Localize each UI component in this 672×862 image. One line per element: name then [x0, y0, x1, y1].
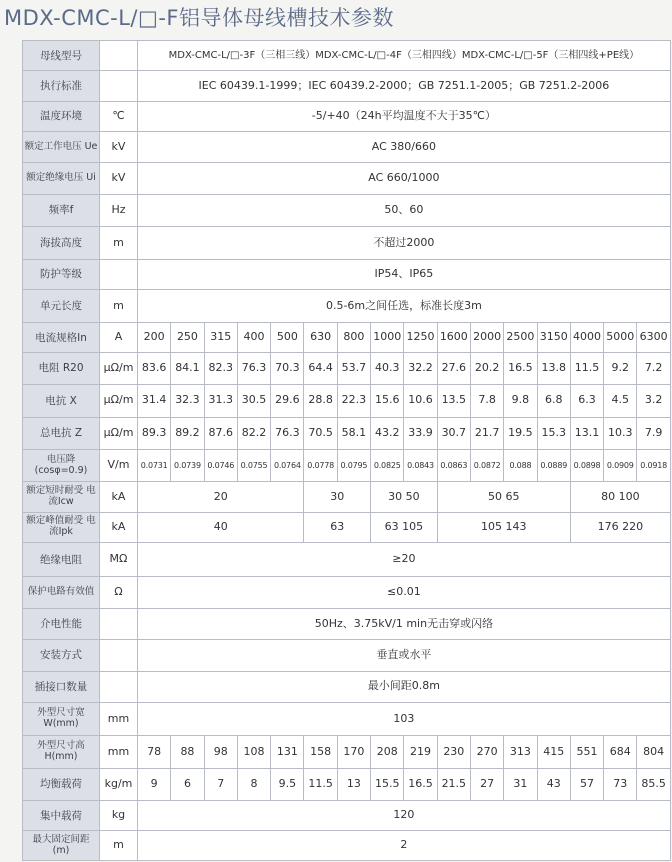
- row-cell: 11.5: [304, 768, 337, 800]
- row-group-cell: 20: [138, 482, 304, 512]
- row-cell: 219: [404, 736, 437, 768]
- spec-row: [23, 323, 671, 352]
- row-label: 电流规格In: [23, 323, 100, 352]
- row-unit: ℃: [100, 101, 138, 131]
- row-cell: 15.6: [371, 385, 404, 417]
- row-unit: Hz: [100, 194, 138, 226]
- spec-row: [23, 101, 671, 131]
- row-unit: [100, 41, 138, 71]
- row-cell: 9.2: [604, 352, 637, 384]
- row-cell: 29.6: [271, 385, 304, 417]
- row-unit: kV: [100, 163, 138, 194]
- row-unit: A: [100, 323, 138, 352]
- row-label: 母线型号: [23, 41, 100, 71]
- row-cell: 3150: [537, 323, 570, 352]
- row-cell: 551: [570, 736, 603, 768]
- spec-row: [23, 41, 671, 71]
- row-cell: 88: [171, 736, 204, 768]
- spec-row: [23, 768, 671, 800]
- row-unit: kg: [100, 801, 138, 831]
- row-cell: 11.5: [570, 352, 603, 384]
- row-cell: 415: [537, 736, 570, 768]
- row-cell: 30.7: [437, 417, 470, 449]
- row-cell: 57: [570, 768, 603, 800]
- row-cell: 0.0795: [337, 449, 370, 481]
- row-value: AC 660/1000: [138, 163, 671, 194]
- row-cell: 53.7: [337, 352, 370, 384]
- row-label: 防护等级: [23, 259, 100, 289]
- row-cell: 13.1: [570, 417, 603, 449]
- row-cell: 82.2: [237, 417, 270, 449]
- row-label: 集中载荷: [23, 801, 100, 831]
- row-cell: 315: [204, 323, 237, 352]
- row-label: 总电抗 Z: [23, 417, 100, 449]
- row-value: 不超过2000: [138, 227, 671, 259]
- spec-row: [23, 577, 671, 608]
- row-cell: 7.8: [470, 385, 503, 417]
- row-cell: 31.4: [138, 385, 171, 417]
- spec-row: [23, 163, 671, 194]
- row-label: 外型尺寸高 H(mm): [23, 736, 100, 768]
- row-cell: 250: [171, 323, 204, 352]
- row-cell: 78: [138, 736, 171, 768]
- row-cell: 8: [237, 768, 270, 800]
- row-cell: 70.3: [271, 352, 304, 384]
- row-cell: 2000: [470, 323, 503, 352]
- row-label: 介电性能: [23, 608, 100, 639]
- row-cell: 0.0739: [171, 449, 204, 481]
- spec-row: [23, 417, 671, 449]
- spec-row: [23, 227, 671, 259]
- row-cell: 800: [337, 323, 370, 352]
- row-cell: 31: [504, 768, 537, 800]
- row-group-cell: 105 143: [437, 512, 570, 542]
- spec-row: [23, 831, 671, 861]
- row-cell: 0.0731: [138, 449, 171, 481]
- row-cell: 0.088: [504, 449, 537, 481]
- row-unit: [100, 71, 138, 101]
- row-cell: 170: [337, 736, 370, 768]
- row-unit: [100, 608, 138, 639]
- row-value: 2: [138, 831, 671, 861]
- row-unit: V/m: [100, 449, 138, 481]
- row-cell: 4.5: [604, 385, 637, 417]
- page-title: MDX-CMC-L/□-F铝导体母线槽技术参数: [4, 6, 395, 30]
- row-cell: 7.2: [637, 352, 670, 384]
- row-cell: 5000: [604, 323, 637, 352]
- row-cell: 89.3: [138, 417, 171, 449]
- spec-row: [23, 702, 671, 735]
- row-cell: 16.5: [504, 352, 537, 384]
- row-cell: 630: [304, 323, 337, 352]
- spec-row: [23, 736, 671, 768]
- row-cell: 0.0764: [271, 449, 304, 481]
- row-cell: 0.0898: [570, 449, 603, 481]
- row-label: 保护电路有效值: [23, 577, 100, 608]
- row-group-cell: 176 220: [570, 512, 670, 542]
- row-cell: 22.3: [337, 385, 370, 417]
- row-cell: 6300: [637, 323, 670, 352]
- row-value: 最小间距0.8m: [138, 671, 671, 702]
- row-cell: 804: [637, 736, 670, 768]
- row-cell: 1000: [371, 323, 404, 352]
- row-cell: 31.3: [204, 385, 237, 417]
- spec-row: [23, 543, 671, 577]
- row-group-cell: 63 105: [371, 512, 438, 542]
- row-cell: 0.0755: [237, 449, 270, 481]
- row-cell: 21.7: [470, 417, 503, 449]
- row-cell: 4000: [570, 323, 603, 352]
- row-unit: kV: [100, 132, 138, 163]
- row-label: 绝缘电阻: [23, 543, 100, 577]
- row-cell: 87.6: [204, 417, 237, 449]
- row-value: AC 380/660: [138, 132, 671, 163]
- row-unit: kA: [100, 512, 138, 542]
- row-cell: 500: [271, 323, 304, 352]
- row-unit: MΩ: [100, 543, 138, 577]
- row-unit: [100, 259, 138, 289]
- row-label: 插接口数量: [23, 671, 100, 702]
- row-cell: 1600: [437, 323, 470, 352]
- row-label: 外型尺寸宽 W(mm): [23, 702, 100, 735]
- row-unit: mm: [100, 736, 138, 768]
- row-label: 安装方式: [23, 640, 100, 671]
- row-group-cell: 50 65: [437, 482, 570, 512]
- row-cell: 82.3: [204, 352, 237, 384]
- row-label: 频率f: [23, 194, 100, 226]
- row-cell: 13.5: [437, 385, 470, 417]
- spec-row: [23, 449, 671, 481]
- row-unit: m: [100, 831, 138, 861]
- row-cell: 76.3: [237, 352, 270, 384]
- row-unit: μΩ/m: [100, 352, 138, 384]
- row-cell: 76.3: [271, 417, 304, 449]
- row-cell: 0.0825: [371, 449, 404, 481]
- row-cell: 9.5: [271, 768, 304, 800]
- row-cell: 84.1: [171, 352, 204, 384]
- row-value: 50Hz、3.75kV/1 min无击穿或闪络: [138, 608, 671, 639]
- row-cell: 32.3: [171, 385, 204, 417]
- row-cell: 0.0843: [404, 449, 437, 481]
- row-unit: m: [100, 227, 138, 259]
- row-cell: 32.2: [404, 352, 437, 384]
- row-label: 额定峰值耐受 电流Ipk: [23, 512, 100, 542]
- row-cell: 208: [371, 736, 404, 768]
- row-unit: kA: [100, 482, 138, 512]
- row-cell: 98: [204, 736, 237, 768]
- row-group-cell: 63: [304, 512, 371, 542]
- row-unit: [100, 640, 138, 671]
- row-group-cell: 30 50: [371, 482, 438, 512]
- row-cell: 3.2: [637, 385, 670, 417]
- row-cell: 43.2: [371, 417, 404, 449]
- row-cell: 0.0889: [537, 449, 570, 481]
- row-group-cell: 80 100: [570, 482, 670, 512]
- row-cell: 13.8: [537, 352, 570, 384]
- row-cell: 20.2: [470, 352, 503, 384]
- row-unit: [100, 671, 138, 702]
- row-cell: 73: [604, 768, 637, 800]
- spec-row: [23, 71, 671, 101]
- row-cell: 0.0778: [304, 449, 337, 481]
- row-cell: 89.2: [171, 417, 204, 449]
- row-label: 海拔高度: [23, 227, 100, 259]
- row-cell: 16.5: [404, 768, 437, 800]
- row-cell: 1250: [404, 323, 437, 352]
- row-label: 额定短时耐受 电流Icw: [23, 482, 100, 512]
- row-value: 50、60: [138, 194, 671, 226]
- spec-row: [23, 289, 671, 322]
- row-unit: kg/m: [100, 768, 138, 800]
- row-cell: 6.3: [570, 385, 603, 417]
- row-cell: 684: [604, 736, 637, 768]
- row-cell: 6.8: [537, 385, 570, 417]
- row-cell: 6: [171, 768, 204, 800]
- row-cell: 0.0863: [437, 449, 470, 481]
- spec-row: [23, 385, 671, 417]
- row-label: 电压降 (cosφ=0.9): [23, 449, 100, 481]
- row-value: 103: [138, 702, 671, 735]
- row-cell: 0.0872: [470, 449, 503, 481]
- row-cell: 131: [271, 736, 304, 768]
- row-label: 额定工作电压 Ue: [23, 132, 100, 163]
- spec-row: [23, 132, 671, 163]
- row-cell: 10.3: [604, 417, 637, 449]
- row-value: MDX-CMC-L/□-3F（三相三线）MDX-CMC-L/□-4F（三相四线）MDX-CMC-L/□-5F（三相四线+PE线）: [138, 41, 671, 71]
- row-value: IP54、IP65: [138, 259, 671, 289]
- spec-row: [23, 608, 671, 639]
- row-value: ≥20: [138, 543, 671, 577]
- row-cell: 13: [337, 768, 370, 800]
- row-cell: 0.0909: [604, 449, 637, 481]
- spec-row: [23, 801, 671, 831]
- row-unit: μΩ/m: [100, 417, 138, 449]
- spec-row: [23, 352, 671, 384]
- row-cell: 0.0918: [637, 449, 670, 481]
- row-cell: 9.8: [504, 385, 537, 417]
- row-cell: 40.3: [371, 352, 404, 384]
- row-cell: 27: [470, 768, 503, 800]
- row-cell: 21.5: [437, 768, 470, 800]
- row-cell: 15.5: [371, 768, 404, 800]
- spec-table: [22, 40, 671, 861]
- row-cell: 2500: [504, 323, 537, 352]
- row-value: -5/+40（24h平均温度不大于35℃）: [138, 101, 671, 131]
- row-cell: 200: [138, 323, 171, 352]
- spec-row: [23, 640, 671, 671]
- row-cell: 400: [237, 323, 270, 352]
- row-value: ≤0.01: [138, 577, 671, 608]
- row-value: IEC 60439.1-1999；IEC 60439.2-2000；GB 7251.1-2005；GB 7251.2-2006: [138, 71, 671, 101]
- row-cell: 83.6: [138, 352, 171, 384]
- spec-row: [23, 194, 671, 226]
- row-label: 单元长度: [23, 289, 100, 322]
- row-value: 垂直或水平: [138, 640, 671, 671]
- spec-row: [23, 512, 671, 542]
- spec-row: [23, 259, 671, 289]
- row-cell: 15.3: [537, 417, 570, 449]
- row-cell: 9: [138, 768, 171, 800]
- row-cell: 230: [437, 736, 470, 768]
- row-label: 电抗 X: [23, 385, 100, 417]
- row-label: 均衡载荷: [23, 768, 100, 800]
- row-group-cell: 30: [304, 482, 371, 512]
- row-cell: 30.5: [237, 385, 270, 417]
- row-cell: 7.9: [637, 417, 670, 449]
- row-value: 0.5-6m之间任选，标准长度3m: [138, 289, 671, 322]
- row-cell: 27.6: [437, 352, 470, 384]
- row-cell: 270: [470, 736, 503, 768]
- row-label: 最大固定间距 (m): [23, 831, 100, 861]
- row-label: 额定绝缘电压 Ui: [23, 163, 100, 194]
- row-unit: Ω: [100, 577, 138, 608]
- row-label: 温度环境: [23, 101, 100, 131]
- row-cell: 28.8: [304, 385, 337, 417]
- row-cell: 33.9: [404, 417, 437, 449]
- row-cell: 58.1: [337, 417, 370, 449]
- row-value: 120: [138, 801, 671, 831]
- row-unit: m: [100, 289, 138, 322]
- row-cell: 7: [204, 768, 237, 800]
- row-cell: 158: [304, 736, 337, 768]
- row-cell: 19.5: [504, 417, 537, 449]
- row-cell: 64.4: [304, 352, 337, 384]
- row-unit: mm: [100, 702, 138, 735]
- row-label: 电阻 R20: [23, 352, 100, 384]
- spec-row: [23, 671, 671, 702]
- row-cell: 313: [504, 736, 537, 768]
- row-cell: 10.6: [404, 385, 437, 417]
- row-cell: 0.0746: [204, 449, 237, 481]
- row-cell: 70.5: [304, 417, 337, 449]
- row-cell: 85.5: [637, 768, 670, 800]
- row-cell: 108: [237, 736, 270, 768]
- row-unit: μΩ/m: [100, 385, 138, 417]
- spec-row: [23, 482, 671, 512]
- row-cell: 43: [537, 768, 570, 800]
- row-label: 执行标准: [23, 71, 100, 101]
- row-group-cell: 40: [138, 512, 304, 542]
